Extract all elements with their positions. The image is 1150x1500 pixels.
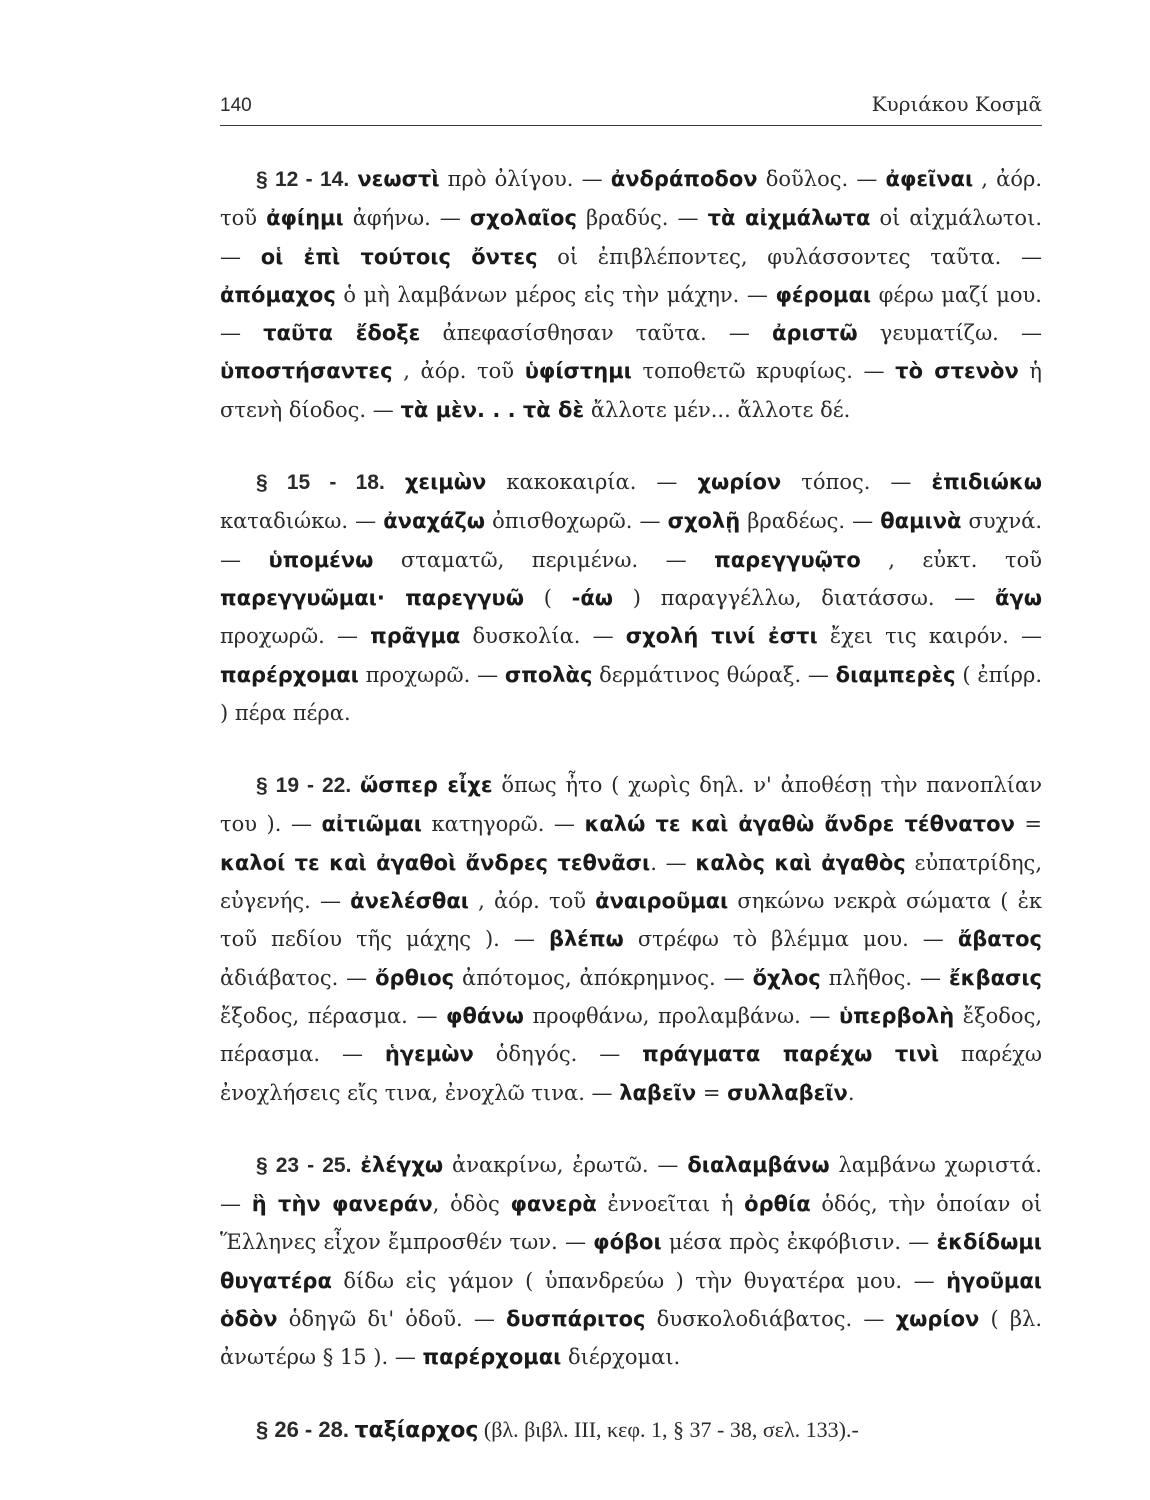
section-15-18 [220,463,1042,732]
glossary-term: ἄβατος [957,927,1042,952]
glossary-term: ὑφίστημι [524,359,632,384]
glossary-definition: σηκώνω νεκρὰ σώματα ( ἐκ τοῦ πεδίου τῆς μάχης ). — [220,889,1042,952]
glossary-term: πρᾶγμα [370,624,461,649]
glossary-definition: = [1014,812,1042,837]
running-title: Κυριάκου Κοσμᾶ [871,92,1042,116]
glossary-term: ὄρθιος [375,965,455,990]
glossary-definition: τόπος. — [781,470,932,495]
section-number: § 15 - 18. [256,471,385,495]
running-header [220,92,1042,126]
glossary-term: χειμὼν [404,470,487,495]
glossary-term: φθάνω [446,1003,524,1028]
glossary-definition: ὀπισθοχωρῶ. — [485,509,668,534]
glossary-term: βλέπω [548,927,624,952]
glossary-definition: δίδω εἰς γάμον ( ὑπανδρεύω ) τὴν θυγατέρα μου. — [331,1268,947,1293]
glossary-term: παρέρχομαι [220,662,359,687]
glossary-definition: μέσα πρὸς ἐκφόβισιν. — [661,1230,937,1255]
glossary-term: ταξίαρχος [354,1417,479,1443]
section-number: § 26 - 28. [256,1416,349,1442]
glossary-definition: ἀπεφασίσθησαν ταῦτα. — [420,321,773,346]
glossary-definition: ὁδός, τὴν ὁποίαν οἱ Ἕλληνες εἶχον ἔμπροσθέν των. — [220,1192,1043,1255]
glossary-definition: ὁδηγός. — [473,1042,643,1067]
glossary-definition: σταματῶ, περιμένω. — [373,547,715,572]
glossary-definition: ὁ μὴ λαμβάνων μέρος εἰς τὴν μάχην. — [335,282,776,307]
glossary-definition: , εὐκτ. τοῦ [860,547,1043,572]
glossary-definition: ἔχει τις καιρόν. — [817,624,1042,649]
glossary-definition: συχνά. — [220,509,1042,572]
section-number: § 19 - 22. [256,774,352,798]
glossary-term: ἀφίημι [266,206,344,231]
glossary-definition: = [696,1080,728,1105]
glossary-definition: ἀνακρίνω, ἐρωτῶ. — [443,1152,688,1177]
glossary-term: ὥσπερ εἶχε [360,773,493,798]
glossary-definition: οἱ ἐπιβλέποντες, φυλάσσοντες ταῦτα. — [537,244,1042,269]
glossary-term: διαμπερὲς [835,662,956,687]
glossary-definition: ἀφήνω. — [343,206,470,231]
glossary-term: οἱ ἐπὶ τούτοις ὄντες [260,244,538,269]
glossary-definition: προχωρῶ. — [220,624,371,649]
glossary-definition: κακοκαιρία. — [486,470,698,495]
glossary-term: ὑπομένω [268,547,374,572]
glossary-definition: οἱ αἰχμάλωτοι. — [220,206,1042,269]
glossary-term: αἰτιῶμαι [321,812,422,837]
glossary-definition: γευματίζω. — [857,321,1042,346]
glossary-definition: βραδύς. — [576,206,708,231]
glossary-term: ὑποστήσαντες [220,359,393,384]
section-12-14 [220,160,1042,429]
glossary-definition: στρέφω τὸ βλέμμα μου. — [623,927,958,952]
glossary-definition: ὅπως ἦτο ( χωρὶς δηλ. ν' ἀποθέσῃ τὴν πανοπλίαν του ). — [220,773,1042,837]
glossary-definition: πλῆθος. — [820,965,949,990]
glossary-definition: ἔξοδος, πέρασμα. — [220,1003,1042,1067]
glossary-term: νεωστὶ [357,167,440,191]
glossary-definition: ἀπότομος, ἀπόκρημνος. — [454,965,753,990]
glossary-term: ὄχλος [752,965,821,990]
glossary-term: ἀφεῖναι [885,167,974,191]
glossary-term: ἡγεμὼν [384,1042,474,1067]
glossary-definition: προφθάνω, προλαμβάνω. — [523,1003,839,1028]
glossary-term: τὰ μὲν. . . τὰ δὲ [400,397,585,422]
glossary-definition: . [847,1080,855,1105]
glossary-definition: δυσκολοδιάβατος. — [645,1307,896,1332]
section-number: § 12 - 14. [256,168,350,191]
section-number: § 23 - 25. [256,1153,352,1177]
glossary-definition: , ἀόρ. τοῦ [468,889,596,914]
glossary-definition: βραδέως. — [740,509,881,534]
glossary-definition: ( ἐπίρρ. ) πέρα πέρα. [220,662,1042,725]
glossary-term: ἔκβασις [948,965,1042,990]
glossary-definition: εὐπατρίδης, εὐγενής. — [220,850,1042,914]
glossary-definition: ἡ στενὴ δίοδος. — [220,359,1043,422]
glossary-term: παρέρχομαι [422,1345,562,1370]
glossary-term: ὑπερβολὴ [838,1003,955,1028]
glossary-definition: ἐννοεῖται ἡ [596,1192,745,1217]
section-23-25 [220,1146,1042,1377]
glossary-term: σχολαῖος [469,206,577,231]
glossary-definition: πρὸ ὀλίγου. — [439,167,611,191]
glossary-term: σχολῇ [667,509,741,534]
glossary-term: ἐπιδιώκω [931,470,1043,495]
glossary-term: δυσπάριτος [506,1307,646,1332]
glossary-definition: ὁδηγῶ δι' ὁδοῦ. — [277,1307,507,1332]
glossary-term: καλὸς καὶ ἀγαθὸς [695,850,906,875]
section-19-22 [220,766,1042,1112]
glossary-definition: ἔξοδος, πέρασμα. — [220,1003,447,1028]
glossary-term: καλοί τε καὶ ἀγαθοὶ ἄνδρες τεθνᾶσι [220,850,651,875]
glossary-term: σπολὰς [504,662,593,687]
glossary-term: ἀνδράποδον [610,167,758,191]
glossary-term: φόβοι [593,1230,662,1255]
glossary-definition: παρέχω ἐνοχλήσεις εἴς τινα, ἐνοχλῶ τινα. — [220,1042,1042,1105]
glossary-definition: τοποθετῶ κρυφίως. — [631,359,896,384]
glossary-definition: , ἀόρ. τοῦ [392,359,525,384]
glossary-term: ἀπόμαχος [220,282,336,307]
section-26-28 [220,1411,1042,1450]
glossary-definition: ἀδιάβατος. — [220,965,376,990]
glossary-definition: δοῦλος. — [757,167,886,191]
glossary-term: ταῦτα ἔδοξε [263,321,421,346]
page [220,92,1042,1450]
glossary-definition: ( [524,585,572,610]
glossary-definition: ( βλ. ἀνωτέρω § 15 ). — [220,1307,1042,1370]
glossary-term: τὸ στενὸν [895,359,1019,384]
glossary-term: ἐλέγχω [360,1152,444,1177]
glossary-term: σχολή τινί ἐστι [625,624,818,649]
glossary-term: παρεγγυῷτο [714,547,861,572]
glossary-term: ἀναιροῦμαι [595,889,729,914]
glossary-term: ἣ τὴν φανεράν [251,1192,433,1217]
glossary-term: ἡγοῦμαι ὁδὸν [220,1268,1042,1332]
glossary-definition: προχωρῶ. — [358,662,505,687]
glossary-term: ἀνελέσθαι [350,889,469,914]
glossary-definition: δυσκολία. — [460,624,626,649]
glossary-definition: . — [650,850,696,875]
glossary-term: ὀρθία [744,1192,811,1217]
glossary-term: παρεγγυῶμαι· παρεγγυῶ [220,585,524,610]
glossary-term: ἐκδίδωμι θυγατέρα [220,1230,1042,1293]
glossary-definition: φέρω μαζί μου. — [220,282,1042,346]
glossary-definition: ἄλλοτε μέν... ἄλλοτε δέ. [584,397,851,422]
glossary-term: ἀριστῶ [772,321,858,346]
glossary-term: διαλαμβάνω [687,1152,830,1177]
glossary-term: -άω [571,585,614,610]
glossary-definition: , ὁδὸς [432,1192,511,1217]
glossary-term: φέρομαι [775,282,872,307]
page-number: 140 [220,95,252,116]
glossary-definition: λαμβάνω χωριστά. — [220,1152,1042,1217]
glossary-term: καλώ τε καὶ ἀγαθὼ ἄνδρε τέθνατον [584,812,1015,837]
glossary-term: συλλαβεῖν [727,1080,848,1105]
glossary-term: θαμινὰ [880,509,962,534]
glossary-term: χωρίον [895,1307,980,1332]
glossary-term: πράγματα παρέχω τινὶ [642,1042,939,1067]
glossary-term: χωρίον [697,470,782,495]
glossary-definition: κατηγορῶ. — [422,812,585,837]
glossary-term: τὰ αἰχμάλωτα [707,206,871,231]
glossary-term: ἀναχάζω [383,509,486,534]
glossary-definition: , ἀόρ. τοῦ [220,167,1042,231]
glossary-term: φανερὰ [510,1192,597,1217]
glossary-definition: (βλ. βιβλ. III, κεφ. 1, § 37 - 38, σελ. 133).- [478,1416,859,1442]
glossary-definition: καταδιώκω. — [220,509,384,534]
glossary-term: ἄγω [995,585,1042,610]
glossary-term: λαβεῖν [619,1080,697,1105]
glossary-definition: ) παραγγέλλω, διατάσσω. — [613,585,996,610]
glossary-definition: διέρχομαι. [561,1345,681,1370]
glossary-definition: δερμάτινος θώραξ. — [592,662,836,687]
